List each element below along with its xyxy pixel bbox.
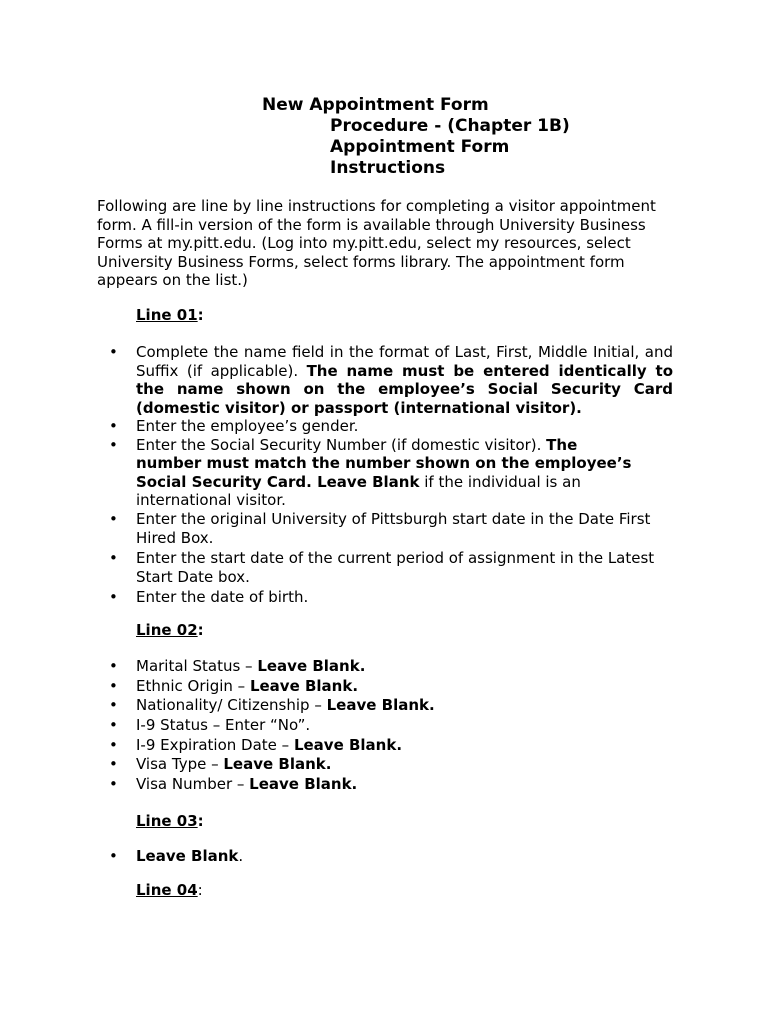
bullet-icon: • xyxy=(109,716,118,735)
list-item xyxy=(109,755,673,774)
item-text: Marital Status – xyxy=(136,657,258,675)
bullet-icon: • xyxy=(109,847,118,865)
list-item xyxy=(109,657,673,676)
item-bold: Leave Blank. xyxy=(326,696,435,715)
bullet-icon: • xyxy=(109,343,118,361)
intro-paragraph: Following are line by line instructions for completing a visitor appointment form. A fill-in version of the form is available through University Business Forms at my.pitt.edu. (Log into my.pitt.edu, select my resources, select University Business Forms, select forms library. The appointment form appears on the list.) xyxy=(97,197,656,289)
bullet-icon: • xyxy=(109,509,118,528)
item-bold: Leave Blank. xyxy=(223,755,332,774)
list-item xyxy=(109,436,636,510)
line-04-heading xyxy=(136,881,203,900)
item-bold: The name must be entered identically to the name shown on the employee’s Social Security Card (domestic visitor) or passport (international visitor). xyxy=(136,361,673,417)
line-04-heading-label: Line 04 xyxy=(136,881,198,899)
item-text: Ethnic Origin – xyxy=(136,676,250,695)
line-01-heading-colon: : xyxy=(197,306,204,324)
list-item xyxy=(109,510,666,549)
item-after: . xyxy=(238,847,244,865)
list-item xyxy=(109,736,673,755)
item-text: Nationality/ Citizenship – xyxy=(136,696,327,715)
list-item xyxy=(109,677,673,696)
list-item xyxy=(109,417,673,436)
item-text: I-9 Status – Enter “No”. xyxy=(136,716,311,735)
bullet-icon: • xyxy=(109,755,118,774)
item-bold: Leave Blank. xyxy=(249,775,358,794)
line-01-list xyxy=(109,343,673,606)
item-bold: Leave Blank. xyxy=(257,657,366,675)
list-item xyxy=(109,588,673,607)
line-03-heading-colon: : xyxy=(197,812,204,830)
item-text: Complete the name field in the format of Last, First, Middle Initial, and Suffix (if applicable). xyxy=(136,343,673,380)
item-text: Enter the start date of the current period of assignment in the Latest Start Date box. xyxy=(136,548,655,586)
bullet-icon: • xyxy=(109,417,118,435)
line-01-heading-label: Line 01 xyxy=(136,306,198,324)
line-02-heading-colon: : xyxy=(197,621,204,639)
line-04-heading-colon: : xyxy=(197,881,203,899)
bullet-icon: • xyxy=(109,676,118,695)
line-03-heading-label: Line 03 xyxy=(136,812,198,830)
list-item xyxy=(109,775,673,794)
doc-title-line4: Instructions xyxy=(330,158,446,178)
doc-title-line2: Procedure - (Chapter 1B) xyxy=(330,116,570,136)
line-01-heading xyxy=(136,306,204,325)
list-item xyxy=(109,716,673,735)
item-text: Visa Type – xyxy=(136,755,224,774)
line-02-heading-label: Line 02 xyxy=(136,621,198,639)
bullet-icon: • xyxy=(109,657,118,675)
item-text: Enter the Social Security Number (if domestic visitor). xyxy=(136,435,547,454)
list-item xyxy=(109,696,673,715)
list-item xyxy=(109,343,673,417)
line-03-heading xyxy=(136,812,204,831)
item-text: Visa Number – xyxy=(136,775,250,794)
item-after: if the individual is an international visitor. xyxy=(136,472,581,509)
line-02-list xyxy=(109,657,673,795)
bullet-icon: • xyxy=(109,587,118,606)
bullet-icon: • xyxy=(109,548,118,567)
doc-title-line3: Appointment Form xyxy=(330,137,510,157)
bullet-icon: • xyxy=(109,775,118,794)
item-text: Enter the date of birth. xyxy=(136,587,309,606)
line-02-heading xyxy=(136,621,204,640)
line-03-list xyxy=(109,847,673,866)
item-text: Enter the employee’s gender. xyxy=(136,417,359,435)
list-item xyxy=(109,549,676,588)
item-bold: Leave Blank xyxy=(136,847,239,865)
bullet-icon: • xyxy=(109,696,118,715)
item-bold: The number must match the number shown on the employee’s Social Security Card. Leave Blank xyxy=(136,435,632,491)
item-bold: Leave Blank. xyxy=(293,735,403,754)
item-text: I-9 Expiration Date – xyxy=(136,735,294,754)
bullet-icon: • xyxy=(109,435,118,454)
bullet-icon: • xyxy=(109,735,118,754)
list-item xyxy=(109,847,673,866)
doc-title-line1: New Appointment Form xyxy=(262,95,489,115)
item-bold: Leave Blank. xyxy=(249,676,359,695)
item-text: Enter the original University of Pittsburgh start date in the Date First Hired Box. xyxy=(136,509,651,547)
